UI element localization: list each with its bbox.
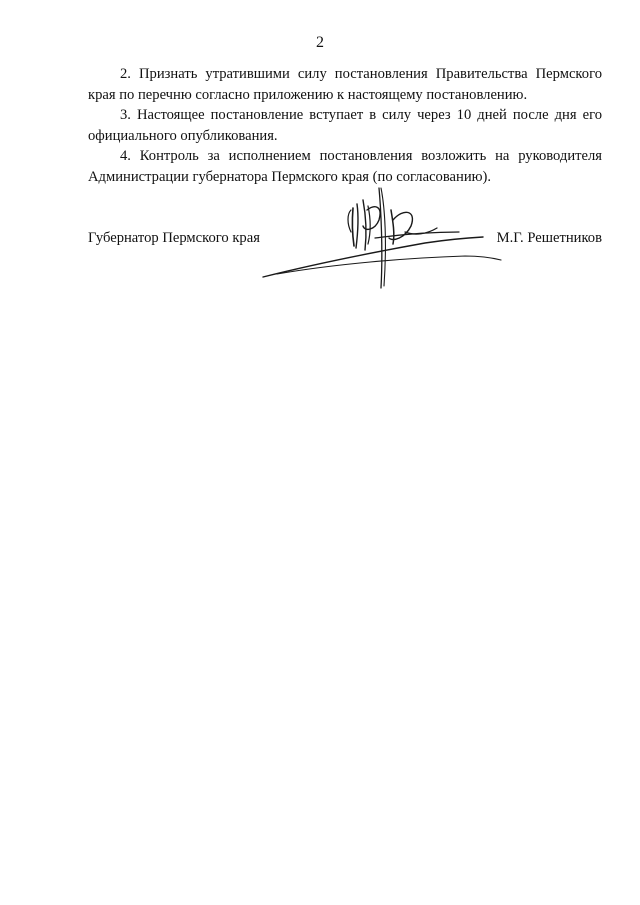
signatory-name: М.Г. Решетников: [496, 230, 602, 246]
document-body: [88, 64, 602, 187]
page-number: 2: [316, 34, 324, 51]
paragraph-2: 2. Признать утратившими силу постановления Правительства Пермского края по перечню согласно приложению к настоящему постановлению.: [88, 66, 602, 103]
signatory-position: Губернатор Пермского края: [88, 230, 260, 246]
paragraph-4: 4. Контроль за исполнением постановления возложить на руководителя Администрации губернатора Пермского края (по согласованию).: [88, 148, 602, 185]
paragraph-3: 3. Настоящее постановление вступает в силу через 10 дней после дня его официального опубликования.: [88, 107, 602, 144]
handwritten-signature: [255, 180, 515, 290]
